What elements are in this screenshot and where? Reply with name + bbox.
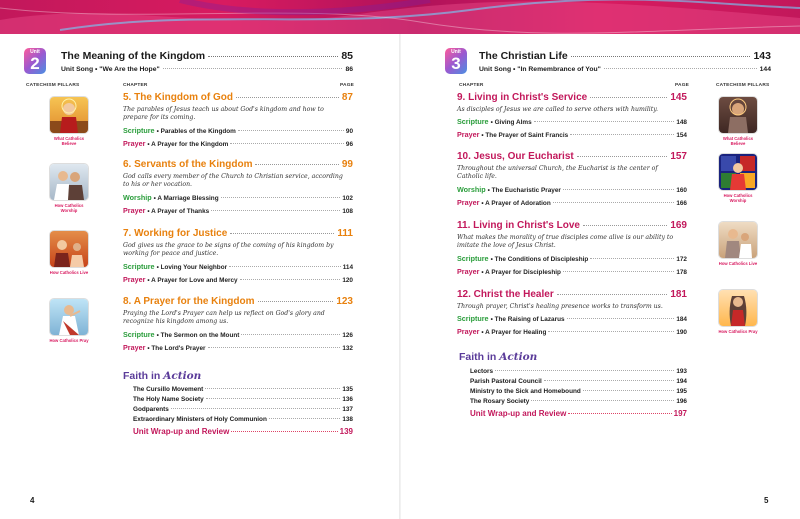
pillar-worship — [716, 154, 760, 203]
unit-2-song-row[interactable] — [61, 66, 353, 76]
pillar-believe-image — [50, 97, 88, 133]
chapter-title-row — [457, 92, 687, 105]
unit-3-badge — [445, 48, 467, 74]
unit-page: 143 — [753, 50, 771, 62]
chapter-item[interactable]: Scripture • The Sermon on the Mount 126 — [123, 329, 353, 339]
page-gutter — [399, 34, 401, 519]
faith-in-action-item[interactable]: Godparents 137 — [133, 406, 353, 413]
chapter-title-row — [457, 151, 687, 164]
banner-swirl-graphic — [0, 0, 800, 34]
faith-in-action-item[interactable]: Parish Pastoral Council 194 — [470, 378, 687, 385]
chapter-title: 8. A Prayer for the Kingdom — [123, 296, 255, 307]
chapter-item[interactable]: Prayer • A Prayer for Healing 190 — [457, 327, 687, 337]
pillar-caption: What Catholics Believe — [722, 136, 754, 146]
chapter-title-row — [123, 296, 353, 309]
chapter-item[interactable]: Prayer • A Prayer of Thanks 108 — [123, 205, 353, 215]
pillar-caption: What Catholics Believe — [53, 136, 85, 146]
pillar-live-image — [719, 222, 757, 258]
col-head-pillars: CATECHISM PILLARS — [716, 83, 770, 88]
unit-badge-number: 2 — [30, 54, 40, 73]
chapter-page: 111 — [337, 228, 353, 239]
pillar-caption: How Catholics Worship — [723, 193, 753, 203]
chapter-page: 145 — [670, 92, 687, 103]
pillar-live-image — [50, 231, 88, 267]
unit-song: Unit Song • "We Are the Hope" — [61, 66, 160, 73]
chapter-title: 12. Christ the Healer — [457, 289, 554, 300]
chapter-12[interactable] — [457, 289, 687, 337]
chapter-item[interactable]: Scripture • Parables of the Kingdom 90 — [123, 125, 353, 135]
pillar-caption: How Catholics Live — [49, 270, 89, 275]
chapter-5[interactable] — [123, 92, 353, 149]
unit-wrap-up-row[interactable]: Unit Wrap-up and Review 197 — [470, 409, 687, 418]
page-number-right: 5 — [764, 496, 769, 505]
chapter-title-row — [123, 92, 353, 105]
chapter-8[interactable] — [123, 296, 353, 353]
chapter-title: 10. Jesus, Our Eucharist — [457, 151, 574, 162]
chapter-item[interactable]: Prayer • A Prayer for Love and Mercy 120 — [123, 274, 353, 284]
pillar-pray — [47, 299, 91, 343]
col-head-pillars: CATECHISM PILLARS — [26, 83, 80, 88]
faith-in-action-title: Faith in Action — [459, 351, 538, 363]
chapter-item[interactable]: Worship • The Eucharistic Prayer 160 — [457, 184, 687, 194]
faith-in-action-item[interactable]: The Holy Name Society 136 — [133, 396, 353, 403]
chapter-page: 87 — [341, 92, 353, 103]
unit-song-page: 144 — [759, 66, 771, 73]
faith-in-action-item[interactable]: Extraordinary Ministers of Holy Communion 138 — [133, 416, 353, 423]
chapter-item[interactable]: Worship • A Marriage Blessing 102 — [123, 192, 353, 202]
chapter-title: 6. Servants of the Kingdom — [123, 159, 253, 170]
chapter-page: 169 — [670, 220, 687, 231]
chapter-description: Praying the Lord's Prayer can help us reflect on God's glory and recognize his kingdom among us. — [123, 310, 325, 326]
unit-wrap-up-row[interactable]: Unit Wrap-up and Review 139 — [133, 427, 353, 436]
pillar-live — [47, 231, 91, 275]
chapter-title-row — [457, 289, 687, 302]
faith-in-action-title: Faith in Action — [123, 370, 202, 382]
chapter-title: 7. Working for Justice — [123, 228, 228, 239]
pillar-live — [716, 222, 760, 266]
unit-title: The Meaning of the Kingdom — [61, 50, 206, 62]
pillar-caption: How Catholics Live — [718, 261, 758, 266]
unit-title: The Christian Life — [479, 50, 568, 62]
page-number-left: 4 — [30, 496, 35, 505]
chapter-description: Through prayer, Christ's healing presence works to transform us. — [457, 303, 663, 310]
pillar-pray-image — [50, 299, 88, 335]
chapter-title: 11. Living in Christ's Love — [457, 220, 580, 231]
chapter-6[interactable] — [123, 159, 353, 216]
chapter-page: 181 — [670, 289, 687, 300]
unit-badge-label: Unit — [451, 49, 461, 55]
chapter-item[interactable]: Scripture • Giving Alms 148 — [457, 117, 687, 127]
col-head-page: PAGE — [340, 83, 355, 88]
chapter-item[interactable]: Prayer • A Prayer for Discipleship 178 — [457, 266, 687, 276]
chapter-item[interactable]: Prayer • A Prayer of Adoration 166 — [457, 197, 687, 207]
top-banner — [0, 0, 800, 34]
chapter-item[interactable]: Prayer • The Lord's Prayer 132 — [123, 342, 353, 352]
unit-badge-number: 3 — [451, 54, 461, 73]
col-head-page: PAGE — [675, 83, 690, 88]
pillar-pray-image — [719, 290, 757, 326]
faith-in-action-item[interactable]: The Cursillo Movement 135 — [133, 386, 353, 393]
pillar-worship-image — [719, 154, 757, 190]
chapter-item[interactable]: Scripture • Loving Your Neighbor 114 — [123, 261, 353, 271]
unit-3-song-row[interactable] — [479, 66, 771, 76]
pillar-caption: How Catholics Pray — [49, 338, 89, 343]
chapter-7[interactable] — [123, 228, 353, 285]
chapter-description: Throughout the universal Church, the Eucharist is the center of Catholic life. — [457, 165, 658, 181]
col-head-chapter: CHAPTER — [459, 83, 484, 88]
chapter-description: What makes the morality of true disciples come alive is our ability to imitate the love of Jesus Christ. — [457, 234, 674, 250]
chapter-10[interactable] — [457, 151, 687, 208]
chapter-description: As disciples of Jesus we are called to serve others with humility. — [457, 106, 658, 113]
faith-in-action-item[interactable]: Lectors 193 — [470, 368, 687, 375]
chapter-page: 99 — [341, 159, 353, 170]
unit-2-badge — [24, 48, 46, 74]
chapter-description: God calls every member of the Church to Christian service, according to his or her vocation. — [123, 173, 343, 189]
chapter-description: The parables of Jesus teach us about God's kingdom and how to prepare for its coming. — [123, 106, 324, 122]
pillar-believe — [716, 97, 760, 146]
chapter-title-row — [123, 159, 353, 172]
pillar-caption: How Catholics Worship — [54, 203, 84, 213]
unit-song-page: 86 — [345, 66, 353, 73]
chapter-page: 123 — [336, 296, 353, 307]
faith-in-action-item[interactable]: Ministry to the Sick and Homebound 195 — [470, 388, 687, 395]
col-head-chapter: CHAPTER — [123, 83, 148, 88]
unit-song: Unit Song • "In Remembrance of You" — [479, 66, 601, 73]
chapter-item[interactable]: Scripture • The Raising of Lazarus 184 — [457, 314, 687, 324]
chapter-title: 9. Living in Christ's Service — [457, 92, 588, 103]
unit-page: 85 — [341, 50, 353, 62]
pillar-worship-image — [50, 164, 88, 200]
chapter-11[interactable] — [457, 220, 687, 277]
chapter-page: 157 — [670, 151, 687, 162]
chapter-9[interactable] — [457, 92, 687, 140]
chapter-title-row — [123, 228, 353, 241]
unit-badge-label: Unit — [30, 49, 40, 55]
pillar-believe-image — [719, 97, 757, 133]
pillar-worship — [47, 164, 91, 213]
unit-2-title-row[interactable] — [61, 50, 353, 64]
chapter-description: God gives us the grace to be signs of the coming of his kingdom by working for peace and justice. — [123, 242, 334, 258]
unit-3-title-row[interactable] — [479, 50, 771, 64]
pillar-pray — [716, 290, 760, 334]
pillar-caption: How Catholics Pray — [718, 329, 758, 334]
faith-in-action-item[interactable]: The Rosary Society 196 — [470, 398, 687, 405]
chapter-item[interactable]: Prayer • A Prayer for the Kingdom 96 — [123, 138, 353, 148]
pillar-believe — [47, 97, 91, 146]
chapter-title: 5. The Kingdom of God — [123, 92, 233, 103]
chapter-item[interactable]: Prayer • The Prayer of Saint Francis 154 — [457, 130, 687, 140]
chapter-item[interactable]: Scripture • The Conditions of Discipleship 172 — [457, 253, 687, 263]
chapter-title-row — [457, 220, 687, 233]
